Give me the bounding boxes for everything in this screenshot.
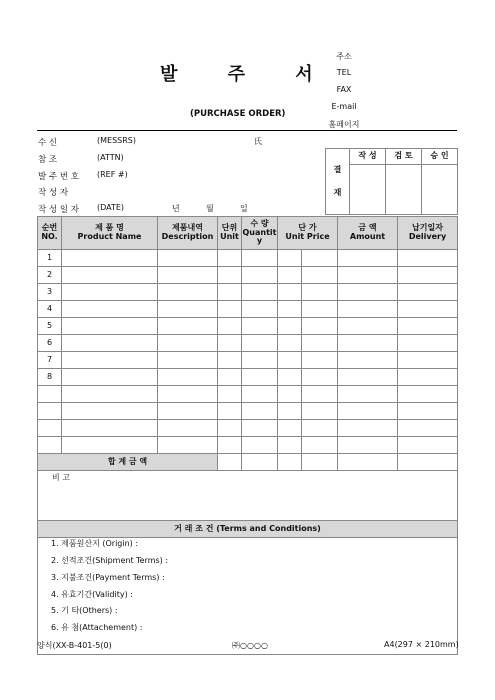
terms-attachment: 6. 유 첨(Attachement) : xyxy=(51,623,143,632)
table-cell[interactable] xyxy=(302,318,338,335)
table-row xyxy=(38,386,458,403)
table-cell[interactable] xyxy=(218,250,242,267)
form-number: 양식(XX-B-401-5(0) xyxy=(37,641,112,650)
table-cell[interactable] xyxy=(338,301,398,318)
table-cell[interactable] xyxy=(278,437,302,454)
table-cell[interactable] xyxy=(62,352,158,369)
table-cell[interactable] xyxy=(302,301,338,318)
contact-address-label: 주소 xyxy=(336,52,352,61)
total-cell[interactable] xyxy=(218,454,242,471)
table-cell[interactable] xyxy=(62,284,158,301)
table-cell[interactable] xyxy=(398,386,458,403)
honorific-text: 氏 xyxy=(254,137,262,146)
row-number: 3 xyxy=(38,284,62,301)
row-number: 6 xyxy=(38,335,62,352)
table-row xyxy=(38,250,458,267)
table-row xyxy=(38,335,458,352)
date-day-unit: 일 xyxy=(240,204,248,213)
table-cell[interactable] xyxy=(398,369,458,386)
table-cell[interactable] xyxy=(302,420,338,437)
row-number: 2 xyxy=(38,267,62,284)
table-cell[interactable] xyxy=(242,318,278,335)
table-cell[interactable] xyxy=(242,403,278,420)
row-number xyxy=(38,420,62,437)
table-cell[interactable] xyxy=(278,420,302,437)
remarks-row xyxy=(38,471,458,521)
row-number: 5 xyxy=(38,318,62,335)
table-cell[interactable] xyxy=(62,267,158,284)
table-cell[interactable] xyxy=(338,250,398,267)
table-cell[interactable] xyxy=(398,352,458,369)
table-cell[interactable] xyxy=(302,335,338,352)
row-number xyxy=(38,386,62,403)
col-unit-header: 단위 Unit xyxy=(218,217,242,250)
table-cell[interactable] xyxy=(158,284,218,301)
table-cell[interactable] xyxy=(242,352,278,369)
total-label: 합 계 금 액 xyxy=(38,454,218,471)
table-cell[interactable] xyxy=(242,420,278,437)
approval-box xyxy=(325,148,458,215)
contact-email-label: E-mail xyxy=(331,102,357,111)
table-cell[interactable] xyxy=(158,318,218,335)
total-cell[interactable] xyxy=(338,454,398,471)
table-cell[interactable] xyxy=(218,284,242,301)
approval-approve-header: 승 인 xyxy=(422,149,458,165)
table-cell[interactable] xyxy=(218,369,242,386)
remarks-area[interactable] xyxy=(38,471,458,521)
attention-label-en: (ATTN) xyxy=(97,153,124,162)
table-row xyxy=(38,318,458,335)
table-cell[interactable] xyxy=(278,386,302,403)
writer-label: 작 성 자 xyxy=(38,188,69,198)
table-cell[interactable] xyxy=(62,403,158,420)
table-cell[interactable] xyxy=(158,437,218,454)
col-unit-price-header: 단 가 Unit Price xyxy=(278,217,338,250)
table-cell[interactable] xyxy=(338,267,398,284)
row-number: 8 xyxy=(38,369,62,386)
table-cell[interactable] xyxy=(302,250,338,267)
table-cell[interactable] xyxy=(302,386,338,403)
table-cell[interactable] xyxy=(218,318,242,335)
contact-fax-label: FAX xyxy=(336,85,352,94)
col-quantity-header: 수 량 Quantit y xyxy=(242,217,278,250)
attention-label: 참 조 xyxy=(38,155,58,165)
table-cell[interactable] xyxy=(278,284,302,301)
total-cell[interactable] xyxy=(242,454,278,471)
table-cell[interactable] xyxy=(242,369,278,386)
table-row xyxy=(38,352,458,369)
table-cell[interactable] xyxy=(158,250,218,267)
table-cell[interactable] xyxy=(302,352,338,369)
table-cell[interactable] xyxy=(398,250,458,267)
table-cell[interactable] xyxy=(242,301,278,318)
table-cell[interactable] xyxy=(398,420,458,437)
row-number: 4 xyxy=(38,301,62,318)
contact-tel-label: TEL xyxy=(336,68,352,77)
document-title: 발 주 서 xyxy=(160,64,335,85)
table-cell[interactable] xyxy=(398,301,458,318)
order-number-label: 발 주 번 호 xyxy=(38,172,79,182)
header-divider xyxy=(37,130,457,131)
table-cell[interactable] xyxy=(158,267,218,284)
table-cell[interactable] xyxy=(278,369,302,386)
table-cell[interactable] xyxy=(278,250,302,267)
remarks-label: 비 고 xyxy=(52,473,70,482)
date-year-unit: 년 xyxy=(172,204,180,213)
date-month-unit: 월 xyxy=(206,204,214,213)
approval-side-bottom: 재 xyxy=(333,187,342,197)
table-cell[interactable] xyxy=(302,369,338,386)
table-cell[interactable] xyxy=(398,267,458,284)
table-cell[interactable] xyxy=(218,420,242,437)
table-cell[interactable] xyxy=(242,250,278,267)
table-cell[interactable] xyxy=(62,386,158,403)
total-cell[interactable] xyxy=(278,454,302,471)
terms-payment: 3. 지불조건(Payment Terms) : xyxy=(51,573,165,582)
table-cell[interactable] xyxy=(158,386,218,403)
table-cell[interactable] xyxy=(278,301,302,318)
table-cell[interactable] xyxy=(62,437,158,454)
approval-review-sign[interactable] xyxy=(386,165,422,215)
table-cell[interactable] xyxy=(218,403,242,420)
recipient-label-en: (MESSRS) xyxy=(97,136,136,145)
approval-side-top: 결 xyxy=(333,164,342,174)
table-cell[interactable] xyxy=(158,420,218,437)
total-cell[interactable] xyxy=(398,454,458,471)
approval-approve-sign[interactable] xyxy=(422,165,458,215)
table-cell[interactable] xyxy=(218,335,242,352)
row-number xyxy=(38,403,62,420)
table-cell[interactable] xyxy=(398,437,458,454)
table-cell[interactable] xyxy=(218,386,242,403)
order-number-label-en: (REF #) xyxy=(97,170,128,179)
col-delivery-header: 납기일자 Delivery xyxy=(398,217,458,250)
total-row xyxy=(38,454,458,471)
table-cell[interactable] xyxy=(218,267,242,284)
table-row xyxy=(38,420,458,437)
table-cell[interactable] xyxy=(62,335,158,352)
date-label: 작 성 일 자 xyxy=(38,205,79,215)
table-cell[interactable] xyxy=(338,352,398,369)
table-cell[interactable] xyxy=(398,335,458,352)
table-cell[interactable] xyxy=(158,335,218,352)
table-cell[interactable] xyxy=(278,403,302,420)
table-cell[interactable] xyxy=(218,352,242,369)
paper-size: A4(297 × 210mm) xyxy=(384,640,459,649)
table-cell[interactable] xyxy=(338,420,398,437)
table-row xyxy=(38,267,458,284)
table-cell[interactable] xyxy=(278,318,302,335)
row-number xyxy=(38,437,62,454)
table-cell[interactable] xyxy=(302,284,338,301)
table-cell[interactable] xyxy=(338,369,398,386)
col-product-header: 제 품 명 Product Name xyxy=(62,217,158,250)
table-cell[interactable] xyxy=(62,250,158,267)
table-cell[interactable] xyxy=(62,369,158,386)
terms-origin: 1. 제품원산지 (Origin) : xyxy=(51,539,139,548)
table-cell[interactable] xyxy=(218,437,242,454)
table-cell[interactable] xyxy=(62,318,158,335)
terms-shipment: 2. 선적조건(Shipment Terms) : xyxy=(51,556,169,565)
table-cell[interactable] xyxy=(338,318,398,335)
table-cell[interactable] xyxy=(302,403,338,420)
table-cell[interactable] xyxy=(338,335,398,352)
date-label-en: (DATE) xyxy=(97,203,125,212)
table-cell[interactable] xyxy=(338,386,398,403)
approval-review-header: 검 토 xyxy=(386,149,422,165)
table-cell[interactable] xyxy=(278,267,302,284)
table-row xyxy=(38,301,458,318)
table-cell[interactable] xyxy=(158,369,218,386)
table-cell[interactable] xyxy=(158,301,218,318)
table-cell[interactable] xyxy=(158,352,218,369)
table-row xyxy=(38,369,458,386)
table-cell[interactable] xyxy=(398,403,458,420)
table-row xyxy=(38,437,458,454)
approval-writer-sign[interactable] xyxy=(350,165,386,215)
terms-others: 5. 기 타(Others) : xyxy=(51,606,118,615)
recipient-label: 수 신 xyxy=(38,138,58,148)
table-cell[interactable] xyxy=(278,352,302,369)
table-row xyxy=(38,403,458,420)
table-header-row xyxy=(38,217,458,250)
table-cell[interactable] xyxy=(242,267,278,284)
terms-header-row xyxy=(38,521,458,538)
table-cell[interactable] xyxy=(62,420,158,437)
table-cell[interactable] xyxy=(302,267,338,284)
terms-title: 거 래 조 건 (Terms and Conditions) xyxy=(38,521,458,538)
table-cell[interactable] xyxy=(338,284,398,301)
row-number: 7 xyxy=(38,352,62,369)
total-cell[interactable] xyxy=(302,454,338,471)
table-cell[interactable] xyxy=(242,386,278,403)
company-name: ㈜○○○○ xyxy=(232,641,268,650)
document-subtitle: (PURCHASE ORDER) xyxy=(190,109,286,119)
row-number: 1 xyxy=(38,250,62,267)
table-cell[interactable] xyxy=(302,437,338,454)
approval-side-label xyxy=(326,149,350,215)
table-cell[interactable] xyxy=(218,301,242,318)
table-cell[interactable] xyxy=(242,437,278,454)
col-no-header: 순번 NO. xyxy=(38,217,62,250)
col-amount-header: 금 액 Amount xyxy=(338,217,398,250)
col-description-header: 제품내역 Description xyxy=(158,217,218,250)
table-cell[interactable] xyxy=(338,437,398,454)
table-cell[interactable] xyxy=(398,284,458,301)
table-cell[interactable] xyxy=(62,301,158,318)
table-cell[interactable] xyxy=(278,335,302,352)
table-cell[interactable] xyxy=(398,318,458,335)
table-cell[interactable] xyxy=(242,335,278,352)
table-cell[interactable] xyxy=(158,403,218,420)
table-row xyxy=(38,284,458,301)
approval-writer-header: 작 성 xyxy=(350,149,386,165)
terms-validity: 4. 유효기간(Validity) : xyxy=(51,590,133,599)
table-cell[interactable] xyxy=(242,284,278,301)
table-cell[interactable] xyxy=(338,403,398,420)
contact-homepage-label: 홈페이지 xyxy=(328,120,360,129)
